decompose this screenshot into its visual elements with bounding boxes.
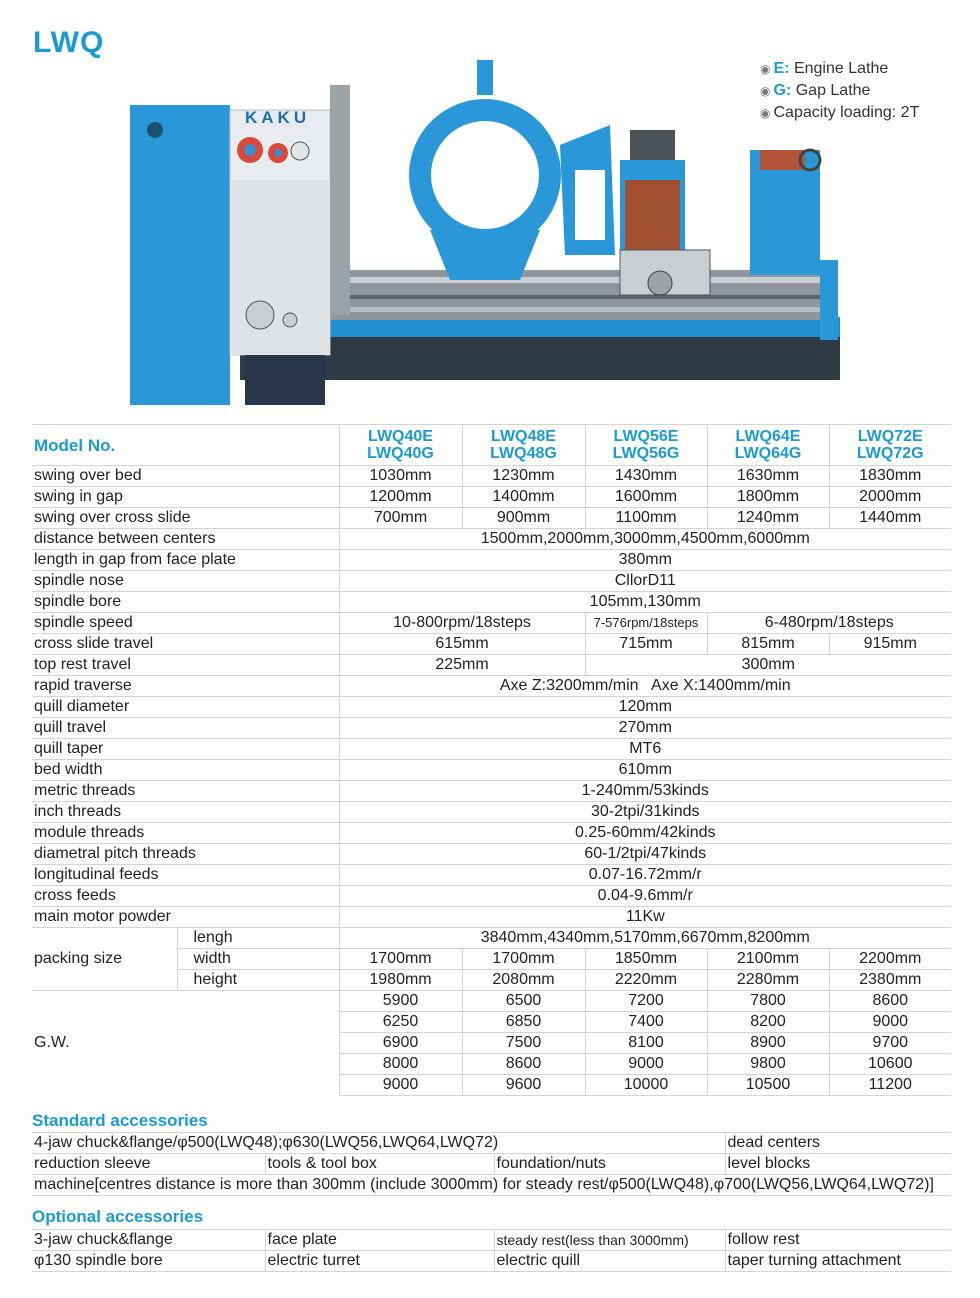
table-cell: 9000	[585, 1054, 707, 1075]
row-label: quill taper	[32, 739, 339, 760]
table-cell: level blocks	[725, 1154, 951, 1175]
table-cell: Axe Z:3200mm/min Axe X:1400mm/min	[339, 676, 951, 697]
legend-item: ◉ E: Engine Lathe	[760, 60, 889, 77]
table-row	[32, 844, 951, 865]
table-cell: 7200	[585, 991, 707, 1012]
steady-rest-ring	[420, 110, 550, 240]
table-cell: 2380mm	[829, 970, 951, 991]
row-label: distance between centers	[32, 529, 339, 550]
model-cell: LWQ72E LWQ72G	[829, 425, 951, 466]
legend-key: G:	[773, 82, 792, 99]
table-cell: 120mm	[339, 697, 951, 718]
table-row	[32, 823, 951, 844]
legend-text: Gap Lathe	[795, 82, 871, 99]
table-cell: 225mm	[339, 655, 585, 676]
table-cell: 715mm	[585, 634, 707, 655]
row-label: spindle bore	[32, 592, 339, 613]
table-cell: 9700	[829, 1033, 951, 1054]
table-cell: width	[177, 949, 339, 970]
table-cell: 1-240mm/53kinds	[339, 781, 951, 802]
table-row	[32, 697, 951, 718]
row-label: rapid traverse	[32, 676, 339, 697]
table-cell: 9000	[339, 1075, 462, 1096]
table-cell: 6250	[339, 1012, 462, 1033]
table-row	[32, 1251, 951, 1272]
table-cell: reduction sleeve	[32, 1154, 265, 1175]
table-cell: taper turning attachment	[725, 1251, 951, 1272]
table-row	[32, 739, 951, 760]
row-label: quill diameter	[32, 697, 339, 718]
optional-accessories-table	[32, 1229, 951, 1272]
table-cell: 60-1/2tpi/47kinds	[339, 844, 951, 865]
table-row	[32, 508, 951, 529]
headstock-blue	[130, 105, 230, 405]
model-row	[32, 425, 951, 466]
table-cell: 6900	[339, 1033, 462, 1054]
table-cell: 3840mm,4340mm,5170mm,6670mm,8200mm	[339, 928, 951, 949]
packing-label: packing size	[32, 928, 177, 991]
table-cell: foundation/nuts	[494, 1154, 725, 1175]
row-label: spindle nose	[32, 571, 339, 592]
table-cell: 9000	[829, 1012, 951, 1033]
legend-key: E:	[773, 60, 790, 77]
table-cell: 4-jaw chuck&flange/φ500(LWQ48);φ630(LWQ56,LWQ64,LWQ72)	[32, 1133, 725, 1154]
table-row	[32, 655, 951, 676]
table-row	[32, 676, 951, 697]
table-cell: 2080mm	[462, 970, 585, 991]
gw-row	[32, 991, 951, 1012]
row-label: longitudinal feeds	[32, 865, 339, 886]
table-cell: 5900	[339, 991, 462, 1012]
table-cell: 1230mm	[462, 466, 585, 487]
table-cell: 105mm,130mm	[339, 592, 951, 613]
table-row	[32, 487, 951, 508]
tool-post	[630, 130, 675, 160]
table-row	[32, 760, 951, 781]
table-cell: follow rest	[725, 1230, 951, 1251]
table-cell: 7800	[707, 991, 829, 1012]
table-cell: 8100	[585, 1033, 707, 1054]
table-cell: 1800mm	[707, 487, 829, 508]
table-cell: 11Kw	[339, 907, 951, 928]
table-cell: steady rest(less than 3000mm)	[494, 1230, 725, 1251]
table-cell: 10600	[829, 1054, 951, 1075]
table-cell: 1400mm	[462, 487, 585, 508]
row-label: cross feeds	[32, 886, 339, 907]
table-cell: 10500	[707, 1075, 829, 1096]
row-label: main motor powder	[32, 907, 339, 928]
table-cell: 6850	[462, 1012, 585, 1033]
table-cell: φ130 spindle bore	[32, 1251, 265, 1272]
row-label: inch threads	[32, 802, 339, 823]
table-cell: 6500	[462, 991, 585, 1012]
table-cell: 610mm	[339, 760, 951, 781]
row-label: metric threads	[32, 781, 339, 802]
table-cell: 1700mm	[462, 949, 585, 970]
table-cell: 1830mm	[829, 466, 951, 487]
legend-item: ◉ Capacity loading: 2T	[760, 104, 920, 121]
table-row	[32, 865, 951, 886]
table-cell: 2000mm	[829, 487, 951, 508]
table-cell: electric turret	[265, 1251, 494, 1272]
table-cell: MT6	[339, 739, 951, 760]
table-cell: 9600	[462, 1075, 585, 1096]
row-label: swing in gap	[32, 487, 339, 508]
row-label: swing over bed	[32, 466, 339, 487]
table-row	[32, 571, 951, 592]
table-cell: 1430mm	[585, 466, 707, 487]
table-cell: 7500	[462, 1033, 585, 1054]
table-cell: 10000	[585, 1075, 707, 1096]
table-cell: 1440mm	[829, 508, 951, 529]
table-cell: 1100mm	[585, 508, 707, 529]
table-cell: 7400	[585, 1012, 707, 1033]
table-cell: 1030mm	[339, 466, 462, 487]
row-label: length in gap from face plate	[32, 550, 339, 571]
table-cell: 2100mm	[707, 949, 829, 970]
table-row	[32, 1175, 951, 1196]
model-cell: LWQ48E LWQ48G	[462, 425, 585, 466]
table-cell: 3-jaw chuck&flange	[32, 1230, 265, 1251]
row-label: spindle speed	[32, 613, 339, 634]
lathe-machine-illustration	[120, 55, 840, 415]
table-cell: 1850mm	[585, 949, 707, 970]
table-cell: 1700mm	[339, 949, 462, 970]
standard-accessories-table	[32, 1132, 951, 1196]
table-cell: 270mm	[339, 718, 951, 739]
table-cell: electric quill	[494, 1251, 725, 1272]
table-cell: 915mm	[829, 634, 951, 655]
table-cell: 8600	[462, 1054, 585, 1075]
table-cell: 300mm	[585, 655, 951, 676]
standard-accessories-title: Standard accessories	[32, 1111, 208, 1130]
table-cell: 1240mm	[707, 508, 829, 529]
table-cell: 7-576rpm/18steps	[585, 613, 707, 634]
legend-text: Capacity loading: 2T	[773, 104, 920, 121]
table-cell: 0.04-9.6mm/r	[339, 886, 951, 907]
table-row	[32, 1154, 951, 1175]
table-row	[32, 592, 951, 613]
page-title: LWQ	[33, 26, 105, 59]
table-cell: 1600mm	[585, 487, 707, 508]
table-cell: 700mm	[339, 508, 462, 529]
table-cell: 8000	[339, 1054, 462, 1075]
table-cell: 900mm	[462, 508, 585, 529]
table-cell: CllorD11	[339, 571, 951, 592]
table-cell: 1630mm	[707, 466, 829, 487]
gw-label: G.W.	[32, 991, 339, 1096]
table-row	[32, 634, 951, 655]
table-row	[32, 802, 951, 823]
table-cell: 6-480rpm/18steps	[707, 613, 951, 634]
table-row	[32, 550, 951, 571]
model-cell: LWQ56E LWQ56G	[585, 425, 707, 466]
table-cell: machine[centres distance is more than 300mm (include 3000mm) for steady rest/φ500(LWQ48),φ700(LWQ56,LWQ64,LWQ72)]	[32, 1175, 951, 1196]
row-label: diametral pitch threads	[32, 844, 339, 865]
table-row	[32, 613, 951, 634]
model-cell: LWQ64E LWQ64G	[707, 425, 829, 466]
table-cell: 30-2tpi/31kinds	[339, 802, 951, 823]
brand-logo: KAKU	[245, 108, 311, 127]
table-cell: face plate	[265, 1230, 494, 1251]
table-cell: 1980mm	[339, 970, 462, 991]
table-cell: 815mm	[707, 634, 829, 655]
table-cell: 8200	[707, 1012, 829, 1033]
row-label: swing over cross slide	[32, 508, 339, 529]
table-row	[32, 1133, 951, 1154]
table-row	[32, 529, 951, 550]
table-row	[32, 718, 951, 739]
table-row	[32, 907, 951, 928]
table-cell: 11200	[829, 1075, 951, 1096]
model-label: Model No.	[32, 425, 339, 466]
legend-item: ◉ G: Gap Lathe	[760, 82, 871, 99]
table-cell: height	[177, 970, 339, 991]
table-cell: 8600	[829, 991, 951, 1012]
table-cell: 2200mm	[829, 949, 951, 970]
table-cell: tools & tool box	[265, 1154, 494, 1175]
model-cell: LWQ40E LWQ40G	[339, 425, 462, 466]
row-label: bed width	[32, 760, 339, 781]
table-cell: 0.25-60mm/42kinds	[339, 823, 951, 844]
table-cell: 9800	[707, 1054, 829, 1075]
table-cell: 1500mm,2000mm,3000mm,4500mm,6000mm	[339, 529, 951, 550]
specification-table	[32, 424, 951, 1096]
table-cell: 380mm	[339, 550, 951, 571]
table-cell: 10-800rpm/18steps	[339, 613, 585, 634]
legend-text: Engine Lathe	[793, 60, 889, 77]
packing-row	[32, 928, 951, 949]
table-cell: lengh	[177, 928, 339, 949]
table-row	[32, 781, 951, 802]
table-cell: dead centers	[725, 1133, 951, 1154]
table-row	[32, 1230, 951, 1251]
row-label: module threads	[32, 823, 339, 844]
table-cell: 1200mm	[339, 487, 462, 508]
row-label: cross slide travel	[32, 634, 339, 655]
row-label: top rest travel	[32, 655, 339, 676]
table-row	[32, 466, 951, 487]
table-cell: 2280mm	[707, 970, 829, 991]
table-cell: 615mm	[339, 634, 585, 655]
table-row	[32, 886, 951, 907]
table-cell: 8900	[707, 1033, 829, 1054]
optional-accessories-title: Optional accessories	[32, 1207, 204, 1226]
table-cell: 2220mm	[585, 970, 707, 991]
table-cell: 0.07-16.72mm/r	[339, 865, 951, 886]
row-label: quill travel	[32, 718, 339, 739]
